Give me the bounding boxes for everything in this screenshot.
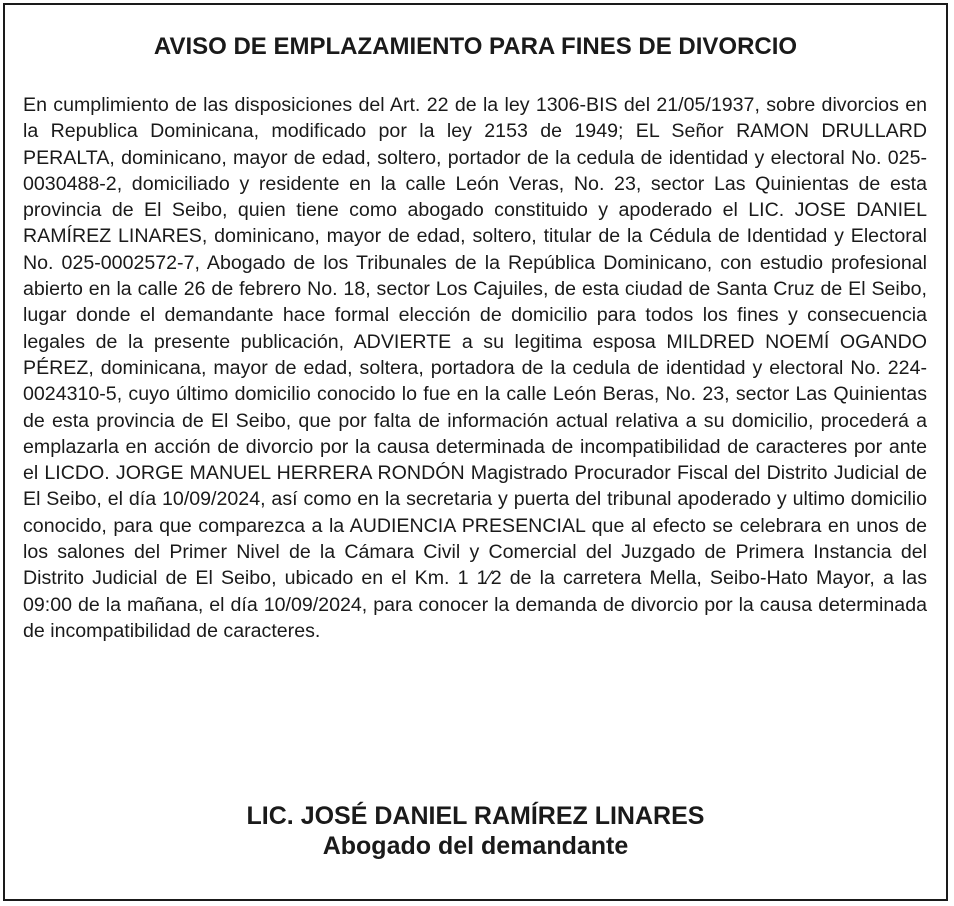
notice-body: En cumplimiento de las disposiciones del Art. 22 de la ley 1306-BIS del 21/05/1937, sobre divorcios en la Republica Dominicana, modificado por la ley 2153 de 1949; EL Señor RAMON DRULLARD PERALTA, dominicano, mayor de edad, soltero, portador de la cedula de identidad y electoral No. 025-0030488-2, domiciliado y residente en la calle León Veras, No. 23, sector Las Quinientas de esta provincia de El Seibo, quien tiene como abogado constituido y apoderado el LIC. JOSE DANIEL RAMÍREZ LINARES, dominicano, mayor de edad, soltero, titular de la Cédula de Identidad y Electoral No. 025-0002572-7, Abogado de los Tribunales de la República Dominicano, con estudio profesional abierto en la calle 26 de febrero No. 18, sector Los Cajuiles, de esta ciudad de Santa Cruz de El Seibo, lugar donde el demandante hace formal elección de domicilio para todos los fines y consecuencia legales de la presente publicación, ADVIERTE a su legitima esposa MILDRED NOEMÍ OGANDO PÉREZ, dominicana, mayor de edad, soltera, portadora de la cedula de identidad y electoral No. 224-0024310-5, cuyo último domicilio conocido lo fue en la calle León Beras, No. 23, sector Las Quinientas de esta provincia de El Seibo, que por falta de información actual relativa a su domicilio, procederá a emplazarla en acción de divorcio por la causa determinada de incompatibilidad de caracteres por ante el LICDO. JORGE MANUEL HERRERA RONDÓN Magistrado Procurador Fiscal del Distrito Judicial de El Seibo, el día 10/09/2024, así como en la secretaria y puerta del tribunal apoderado y ultimo domicilio conocido, para que comparezca a la AUDIENCIA PRESENCIAL que al efecto se celebrara en unos de los salones del Primer Nivel de la Cámara Civil y Comercial del Juzgado de Primera Instancia del Distrito Judicial de El Seibo, ubicado en el Km. 1 1⁄2 de la carretera Mella, Seibo-Hato Mayor, a las 09:00 de la mañana, el día 10/09/2024, para conocer la demanda de divorcio por la causa determinada de incompatibilidad de caracteres.: [23, 94, 927, 642]
notice-frame: [3, 3, 948, 901]
signature-role: Abogado del demandante: [322, 832, 629, 860]
signature-name: LIC. JOSÉ DANIEL RAMÍREZ LINARES: [246, 802, 705, 830]
signature-block: [5, 801, 946, 861]
notice-title: AVISO DE EMPLAZAMIENTO PARA FINES DE DIVORCIO: [153, 33, 798, 60]
